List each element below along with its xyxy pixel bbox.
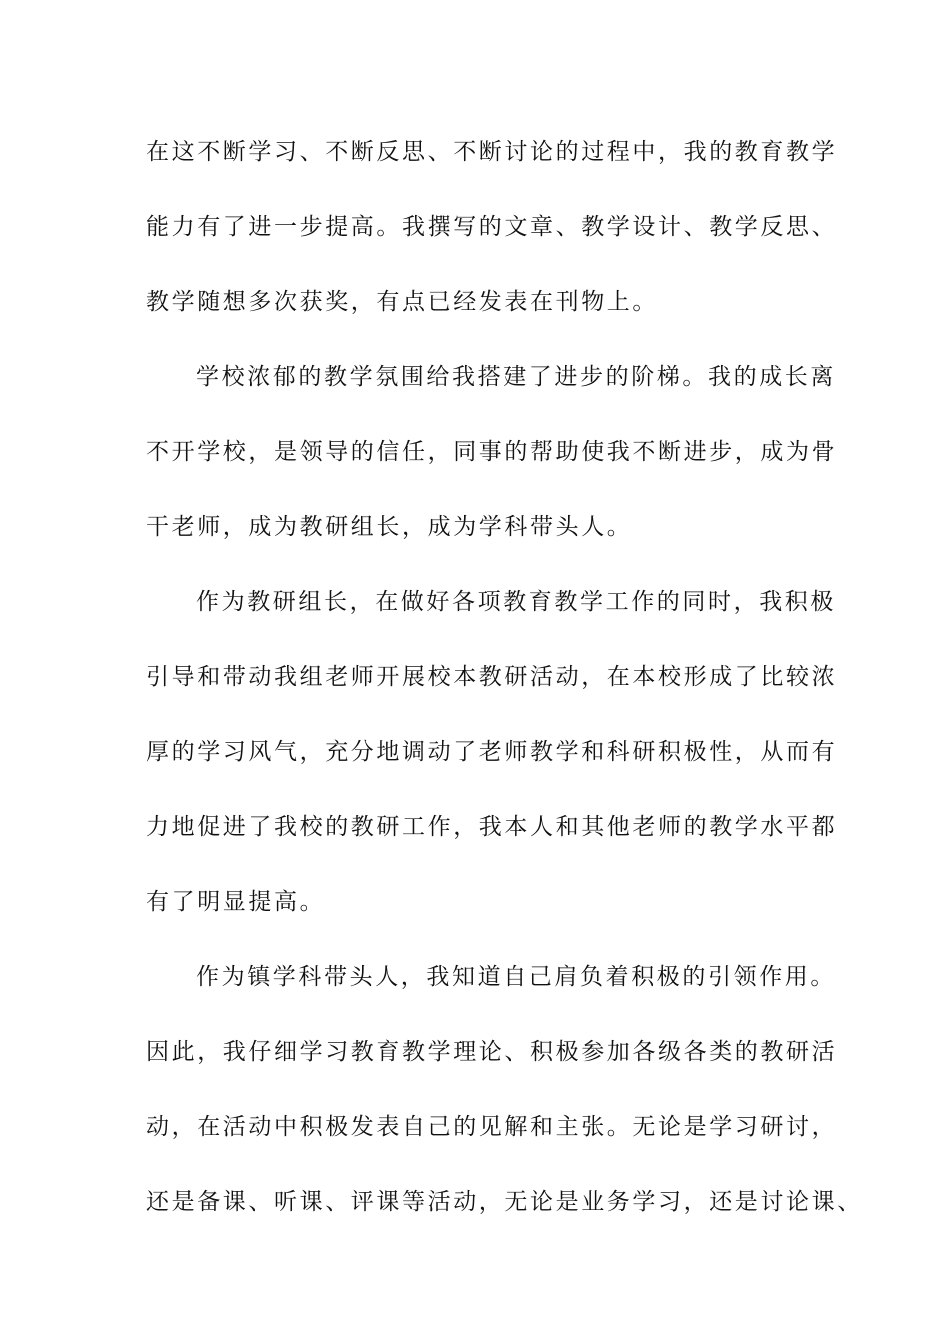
text-line: 干老师，成为教研组长，成为学科带头人。 <box>146 514 633 540</box>
text-line: 引导和带动我组老师开展校本教研活动，在本校形成了比较浓 <box>146 664 838 690</box>
paragraph-start-line: 作为教研组长，在做好各项教育教学工作的同时，我积极 <box>196 589 836 615</box>
text-line: 因此，我仔细学习教育教学理论、积极参加各级各类的教研活 <box>146 1039 838 1065</box>
text-line: 厚的学习风气，充分地调动了老师教学和科研积极性，从而有 <box>146 739 838 765</box>
paragraph-start-line: 作为镇学科带头人，我知道自己肩负着积极的引领作用。 <box>196 964 836 990</box>
body-text <box>146 128 863 1253</box>
text-line: 力地促进了我校的教研工作，我本人和其他老师的教学水平都 <box>146 814 838 840</box>
text-line: 有了明显提高。 <box>146 889 326 915</box>
text-line: 动，在活动中积极发表自己的见解和主张。无论是学习研讨， <box>146 1114 838 1140</box>
paragraph-start-line: 学校浓郁的教学氛围给我搭建了进步的阶梯。我的成长离 <box>196 364 836 390</box>
text-line: 能力有了进一步提高。我撰写的文章、教学设计、教学反思、 <box>146 214 838 240</box>
text-line: 还是备课、听课、评课等活动，无论是业务学习，还是讨论课、 <box>146 1189 863 1215</box>
text-line: 教学随想多次获奖，有点已经发表在刊物上。 <box>146 289 658 315</box>
text-line: 在这不断学习、不断反思、不断讨论的过程中，我的教育教学 <box>146 139 838 165</box>
text-line: 不开学校，是领导的信任，同事的帮助使我不断进步，成为骨 <box>146 439 838 465</box>
